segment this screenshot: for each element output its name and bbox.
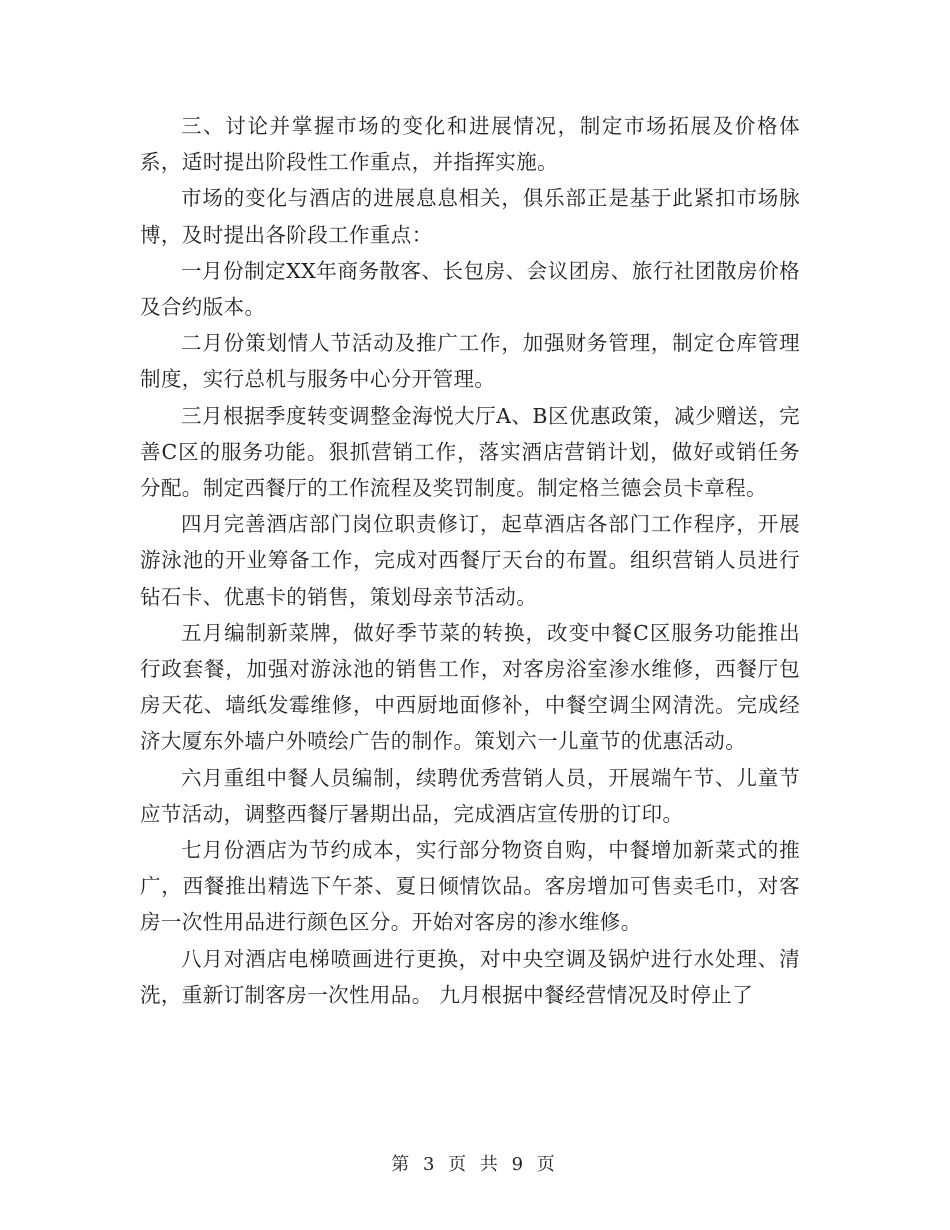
paragraph-market-intro: 市场的变化与酒店的进展息息相关，俱乐部正是基于此紧扣市场脉博，及时提出各阶段工作重点： <box>140 186 800 247</box>
page-number-footer: 第 3 页 共 9 页 <box>391 1154 559 1175</box>
paragraph-april: 四月完善酒店部门岗位职责修订，起草酒店各部门工作程序，开展游泳池的开业筹备工作，完成对西餐厅天台的布置。组织营销人员进行钻石卡、优惠卡的销售，策划母亲节活动。 <box>140 512 800 609</box>
paragraph-july: 七月份酒店为节约成本，实行部分物资自购，中餐增加新菜式的推广，西餐推出精选下午茶、夏日倾情饮品。客房增加可售卖毛巾，对客房一次性用品进行颜色区分。开始对客房的渗水维修。 <box>140 838 800 935</box>
paragraph-may: 五月编制新菜牌，做好季节菜的转换，改变中餐C区服务功能推出行政套餐，加强对游泳池的销售工作，对客房浴室渗水维修，西餐厅包房天花、墙纸发霉维修，中西厨地面修补，中餐空调尘网清洗。完成经济大厦东外墙户外喷绘广告的制作。策划六一儿童节的优惠活动。 <box>140 620 800 754</box>
paragraph-august-september: 八月对酒店电梯喷画进行更换，对中央空调及锅炉进行水处理、清洗，重新订制客房一次性用品。 九月根据中餐经营情况及时停止了 <box>140 946 800 1007</box>
paragraph-june: 六月重组中餐人员编制，续聘优秀营销人员，开展端午节、儿童节应节活动，调整西餐厅暑期出品，完成酒店宣传册的订印。 <box>140 765 800 826</box>
document-body <box>140 108 800 1013</box>
paragraph-january: 一月份制定XX年商务散客、长包房、会议团房、旅行社团散房价格及合约版本。 <box>140 258 800 320</box>
paragraph-market-analysis: 三、讨论并掌握市场的变化和进展情况，制定市场拓展及价格体系，适时提出阶段性工作重点，并指挥实施。 <box>140 114 800 175</box>
paragraph-february: 二月份策划情人节活动及推广工作，加强财务管理，制定仓库管理制度，实行总机与服务中心分开管理。 <box>140 331 800 392</box>
paragraph-march: 三月根据季度转变调整金海悦大厅A、B区优惠政策，减少赠送，完善C区的服务功能。狠抓营销工作，落实酒店营销计划，做好或销任务分配。制定西餐厅的工作流程及奖罚制度。制定格兰德会员卡章程。 <box>140 403 800 501</box>
